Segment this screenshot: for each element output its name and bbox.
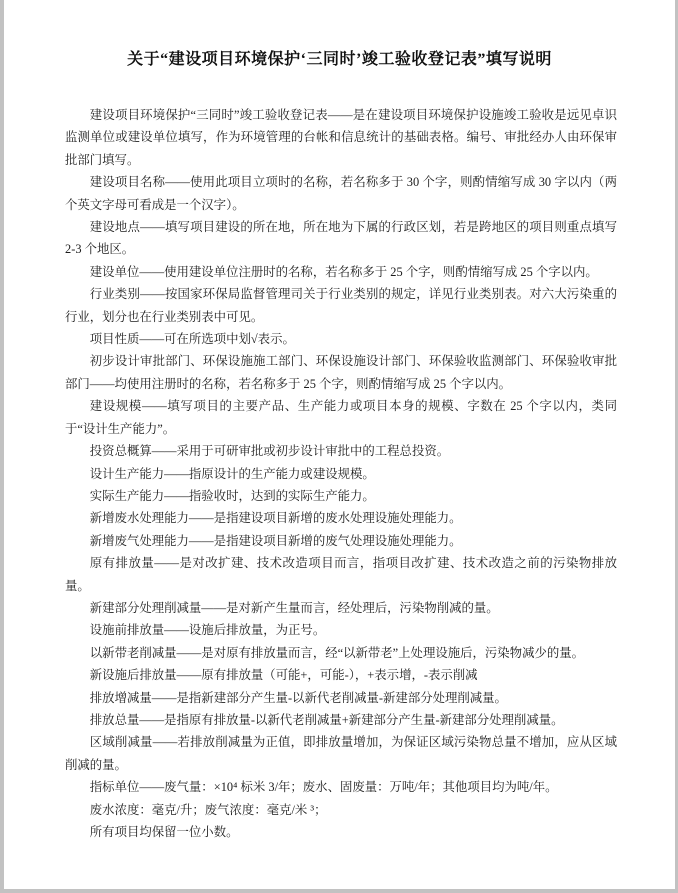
para-original-emission: 原有排放量——是对改扩建、技术改造项目而言，指项目改扩建、技术改造之前的污染物排放量。 bbox=[65, 556, 617, 593]
para-investment-estimate: 投资总概算——采用于可研审批或初步设计审批中的工程总投资。 bbox=[89, 444, 450, 459]
document-page bbox=[4, 0, 675, 889]
document-title: 关于“建设项目环境保护‘三同时’竣工验收登记表”填写说明 bbox=[127, 51, 552, 68]
para-new-gas-capacity: 新增废气处理能力——是指建设项目新增的废气处理设施处理能力。 bbox=[89, 533, 462, 548]
para-project-name: 建设项目名称——使用此项目立项时的名称，若名称多于 30 个字，则酌情缩写成 30 字以内（两个英文字母可看成是一个汉字）。 bbox=[65, 175, 617, 212]
para-build-unit: 建设单位——使用建设单位注册时的名称，若名称多于 25 个字，则酌情缩写成 25 个字以内。 bbox=[89, 264, 598, 279]
para-departments: 初步设计审批部门、环保设施施工部门、环保设施设计部门、环保验收监测部门、环保验收审批部门——均使用注册时的名称，若名称多于 25 个字，则酌情缩写成 25 个字以内。 bbox=[65, 354, 617, 391]
para-build-scale: 建设规模——填写项目的主要产品、生产能力或项目本身的规模、字数在 25 个字以内，类同于“设计生产能力”。 bbox=[65, 399, 617, 436]
para-total-emission: 排放总量——是指原有排放量-以新代老削减量+新建部分产生量-新建部分处理削减量。 bbox=[89, 712, 564, 727]
para-project-nature: 项目性质——可在所选项中划√表示。 bbox=[89, 332, 295, 347]
para-design-capacity: 设计生产能力——指原设计的生产能力或建设规模。 bbox=[89, 466, 375, 481]
para-actual-capacity: 实际生产能力——指验收时，达到的实际生产能力。 bbox=[89, 488, 375, 503]
para-decimal-note: 所有项目均保留一位小数。 bbox=[89, 825, 239, 839]
para-old-with-new-reduction: 以新带老削减量——是对原有排放量而言，经“以新带老”上处理设施后，污染物减少的量。 bbox=[89, 645, 585, 660]
para-new-part-reduction: 新建部分处理削减量——是对新产生量而言，经处理后，污染物削减的量。 bbox=[89, 600, 499, 615]
para-regional-reduction: 区域削减量——若排放削减量为正值，即排放量增加，为保证区域污染物总量不增加，应从区域削减的量。 bbox=[65, 735, 617, 772]
para-intro: 建设项目环境保护“三同时”竣工验收登记表——是在建设项目环境保护设施竣工验收是远见卓识监测单位或建设单位填写，作为环境管理的台帐和信息统计的基础表格。编号、审批经办人由环保审批部门填写。 bbox=[65, 108, 617, 167]
para-before-facility-emission: 设施前排放量——设施后排放量，为正号。 bbox=[89, 623, 326, 638]
document-body bbox=[65, 104, 617, 843]
para-indicator-units: 指标单位——废气量：×10⁴ 标米 3/年；废水、固废量：万吨/年；其他项目均为吨/年。 bbox=[89, 780, 558, 795]
para-location: 建设地点——填写项目建设的所在地，所在地为下属的行政区划，若是跨地区的项目则重点填写 2-3 个地区。 bbox=[65, 220, 617, 257]
para-emission-change: 排放增减量——是指新建部分产生量-以新代老削减量-新建部分处理削减量。 bbox=[89, 690, 507, 705]
para-new-wastewater-capacity: 新增废水处理能力——是指建设项目新增的废水处理设施处理能力。 bbox=[89, 511, 462, 526]
para-industry-category: 行业类别——按国家环保局监督管理司关于行业类别的规定，详见行业类别表。对六大污染重的行业，划分也在行业类别表中可见。 bbox=[65, 287, 617, 324]
para-concentration-units: 废水浓度：毫克/升；废气浓度：毫克/米 ³； bbox=[89, 802, 327, 817]
para-new-facility-emission: 新设施后排放量——原有排放量（可能+，可能-），+表示增，-表示削减 bbox=[89, 668, 478, 683]
